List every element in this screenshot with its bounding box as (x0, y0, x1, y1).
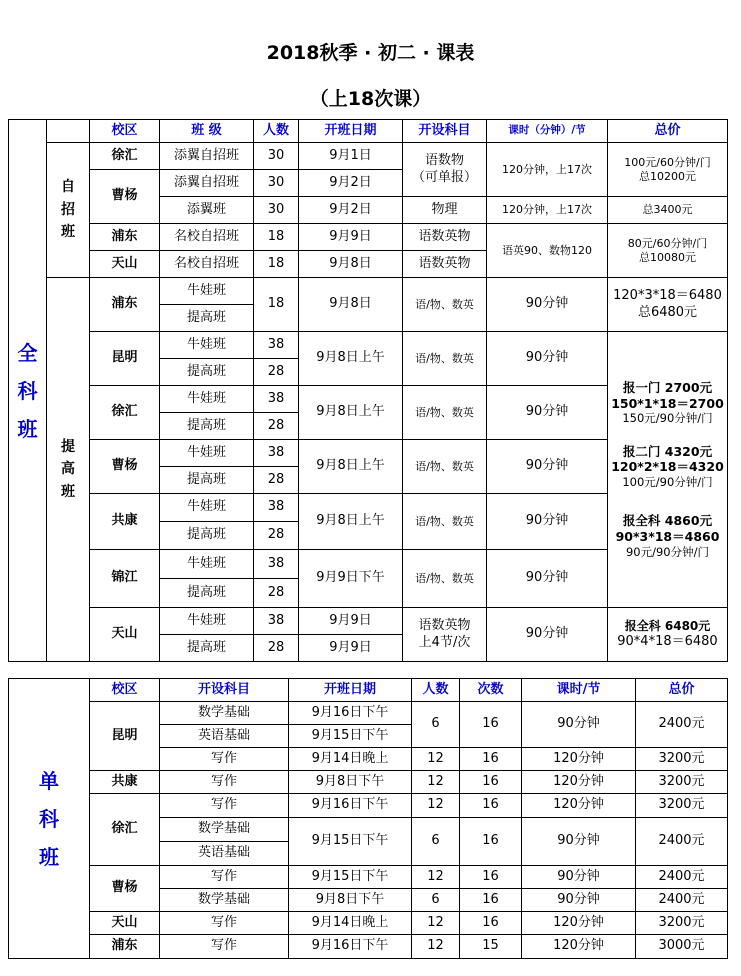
header-date: 开班日期 (289, 679, 412, 702)
date-cell: 9月8日下午 (289, 889, 412, 912)
price-cell: 100元/60分钟/门 总10200元 (608, 143, 728, 197)
campus-cell: 昆明 (90, 702, 160, 771)
class-cell: 提高班 (160, 359, 254, 386)
price-cell: 2400元 (636, 702, 728, 748)
num-cell: 38 (254, 494, 299, 522)
subject-cell: 写作 (160, 748, 289, 771)
duration-cell: 90分钟 (487, 550, 608, 608)
price-cell: 2400元 (636, 818, 728, 866)
num-cell: 12 (412, 771, 460, 794)
subject-cell: 写作 (160, 771, 289, 794)
header-num: 人数 (412, 679, 460, 702)
num-cell: 28 (254, 413, 299, 440)
num-cell: 30 (254, 197, 299, 224)
subject-cell: 语/物、数英 (403, 494, 487, 550)
num-cell: 18 (254, 251, 299, 278)
subject-cell: 语/物、数英 (403, 440, 487, 494)
subject-cell: 英语基础 (160, 725, 289, 748)
duration-cell: 语英90、数物120 (487, 224, 608, 278)
times-cell: 16 (460, 794, 522, 818)
campus-cell: 天山 (90, 608, 160, 662)
campus-cell: 锦江 (90, 550, 160, 608)
num-cell: 38 (254, 440, 299, 467)
campus-cell: 浦东 (90, 935, 160, 959)
header-times: 次数 (460, 679, 522, 702)
tigao-label: 提 高 班 (47, 278, 90, 662)
page-subtitle: （上18次课） (309, 88, 432, 110)
date-cell: 9月16日下午 (289, 794, 412, 818)
num-cell: 12 (412, 912, 460, 935)
date-cell: 9月1日 (299, 143, 403, 170)
times-cell: 16 (460, 912, 522, 935)
class-cell: 牛娃班 (160, 386, 254, 413)
campus-cell: 共康 (90, 494, 160, 550)
class-cell: 牛娃班 (160, 332, 254, 359)
num-cell: 6 (412, 702, 460, 748)
date-cell: 9月8日上午 (299, 440, 403, 494)
campus-cell: 曹杨 (90, 440, 160, 494)
class-cell: 添翼自招班 (160, 143, 254, 170)
num-cell: 28 (254, 579, 299, 608)
times-cell: 16 (460, 889, 522, 912)
header-duration: 课时（分钟）/节 (487, 120, 608, 143)
header-campus: 校区 (90, 120, 160, 143)
full-subject-label: 全 科 班 (9, 120, 47, 662)
num-cell: 28 (254, 522, 299, 550)
duration-cell: 90分钟 (487, 440, 608, 494)
duration-cell: 90分钟 (487, 386, 608, 440)
duration-cell: 120分钟 (522, 912, 636, 935)
price-cell: 3200元 (636, 771, 728, 794)
num-cell: 12 (412, 935, 460, 959)
times-cell: 16 (460, 748, 522, 771)
class-cell: 提高班 (160, 635, 254, 662)
campus-cell: 徐汇 (90, 794, 160, 866)
date-cell: 9月8日 (299, 278, 403, 332)
campus-cell: 徐汇 (90, 143, 160, 170)
date-cell: 9月14日晚上 (289, 748, 412, 771)
price-cell: 报全科 6480元 90*4*18＝6480 (608, 608, 728, 662)
num-cell: 6 (412, 889, 460, 912)
subject-cell: 语数英物 (403, 224, 487, 251)
class-cell: 添翼自招班 (160, 170, 254, 197)
campus-cell: 浦东 (90, 224, 160, 251)
header-price: 总价 (636, 679, 728, 702)
single-subject-label: 单 科 班 (9, 679, 90, 959)
header-duration: 课时/节 (522, 679, 636, 702)
num-cell: 28 (254, 635, 299, 662)
num-cell: 18 (254, 278, 299, 332)
price-cell: 3200元 (636, 794, 728, 818)
date-cell: 9月14日晚上 (289, 912, 412, 935)
duration-cell: 90分钟 (487, 278, 608, 332)
campus-cell: 共康 (90, 771, 160, 794)
price-cell: 2400元 (636, 889, 728, 912)
date-cell: 9月8日上午 (299, 332, 403, 386)
subject-cell: 数学基础 (160, 818, 289, 842)
date-cell: 9月15日下午 (289, 866, 412, 889)
class-cell: 牛娃班 (160, 550, 254, 579)
subject-cell: 语数英物 (403, 251, 487, 278)
subject-cell: 写作 (160, 912, 289, 935)
price-cell: 3200元 (636, 912, 728, 935)
campus-cell: 浦东 (90, 278, 160, 332)
duration-cell: 90分钟 (522, 818, 636, 866)
date-cell: 9月8日 (299, 251, 403, 278)
duration-cell: 120分钟 (522, 935, 636, 959)
duration-cell: 90分钟 (487, 332, 608, 386)
duration-cell: 120分钟 (522, 794, 636, 818)
duration-cell: 90分钟 (487, 608, 608, 662)
num-cell: 38 (254, 608, 299, 635)
subject-cell: 语数物 （可单报） (403, 143, 487, 197)
times-cell: 16 (460, 702, 522, 748)
times-cell: 16 (460, 818, 522, 866)
class-cell: 名校自招班 (160, 224, 254, 251)
campus-cell: 曹杨 (90, 866, 160, 912)
class-cell: 提高班 (160, 305, 254, 332)
date-cell: 9月15日下午 (289, 818, 412, 866)
num-cell: 12 (412, 866, 460, 889)
class-cell: 提高班 (160, 467, 254, 494)
header-price: 总价 (608, 120, 728, 143)
header-date: 开班日期 (299, 120, 403, 143)
duration-cell: 90分钟 (522, 866, 636, 889)
duration-cell: 90分钟 (487, 494, 608, 550)
price-cell: 总3400元 (608, 197, 728, 224)
times-cell: 16 (460, 866, 522, 889)
price-block: 报一门 2700元 150*1*18＝2700 150元/90分钟/门 报二门 4320元 120*2*18＝4320 100元/90分钟/门 报全科 4860元 90*3*18＝4860 90元/90分钟/门 (608, 332, 728, 608)
class-cell: 牛娃班 (160, 608, 254, 635)
full-subject-table (8, 119, 728, 662)
date-cell: 9月9日下午 (299, 550, 403, 608)
class-cell: 添翼班 (160, 197, 254, 224)
campus-cell: 徐汇 (90, 386, 160, 440)
header-subject: 开设科目 (403, 120, 487, 143)
num-cell: 12 (412, 748, 460, 771)
date-cell: 9月9日 (299, 608, 403, 635)
subject-cell: 数学基础 (160, 702, 289, 725)
class-cell: 提高班 (160, 579, 254, 608)
num-cell: 30 (254, 143, 299, 170)
header-campus: 校区 (90, 679, 160, 702)
subject-cell: 语/物、数英 (403, 550, 487, 608)
duration-cell: 120分钟 (522, 771, 636, 794)
price-cell: 120*3*18＝6480 总6480元 (608, 278, 728, 332)
subject-cell: 写作 (160, 866, 289, 889)
subject-cell: 语/物、数英 (403, 278, 487, 332)
duration-cell: 90分钟 (522, 889, 636, 912)
date-cell: 9月16日下午 (289, 702, 412, 725)
date-cell: 9月8日上午 (299, 386, 403, 440)
class-cell: 提高班 (160, 413, 254, 440)
subject-cell: 数学基础 (160, 889, 289, 912)
num-cell: 28 (254, 467, 299, 494)
subject-cell: 英语基础 (160, 842, 289, 866)
subject-cell: 写作 (160, 935, 289, 959)
date-cell: 9月8日下午 (289, 771, 412, 794)
date-cell: 9月9日 (299, 635, 403, 662)
header-num: 人数 (254, 120, 299, 143)
duration-cell: 120分钟，上17次 (487, 197, 608, 224)
subject-cell: 物理 (403, 197, 487, 224)
header-subject: 开设科目 (160, 679, 289, 702)
duration-cell: 120分钟 (522, 748, 636, 771)
num-cell: 12 (412, 794, 460, 818)
page-title: 2018秋季 · 初二 · 课表 (266, 42, 475, 64)
date-cell: 9月2日 (299, 170, 403, 197)
class-cell: 提高班 (160, 522, 254, 550)
date-cell: 9月2日 (299, 197, 403, 224)
duration-cell: 90分钟 (522, 702, 636, 748)
subject-cell: 写作 (160, 794, 289, 818)
num-cell: 38 (254, 550, 299, 579)
class-cell: 牛娃班 (160, 278, 254, 305)
price-cell: 80元/60分钟/门 总10080元 (608, 224, 728, 278)
duration-cell: 120分钟，上17次 (487, 143, 608, 197)
times-cell: 16 (460, 771, 522, 794)
num-cell: 30 (254, 170, 299, 197)
subject-cell: 语/物、数英 (403, 332, 487, 386)
campus-cell: 天山 (90, 912, 160, 935)
price-cell: 3200元 (636, 748, 728, 771)
date-cell: 9月16日下午 (289, 935, 412, 959)
class-cell: 名校自招班 (160, 251, 254, 278)
campus-cell: 曹杨 (90, 170, 160, 224)
campus-cell: 昆明 (90, 332, 160, 386)
num-cell: 28 (254, 359, 299, 386)
class-cell: 牛娃班 (160, 494, 254, 522)
zizhao-label: 自 招 班 (47, 143, 90, 278)
num-cell: 18 (254, 224, 299, 251)
date-cell: 9月9日 (299, 224, 403, 251)
subject-cell: 语数英物 上4节/次 (403, 608, 487, 662)
num-cell: 38 (254, 386, 299, 413)
header-class: 班 级 (160, 120, 254, 143)
date-cell: 9月15日下午 (289, 725, 412, 748)
single-subject-table (8, 678, 728, 959)
class-cell: 牛娃班 (160, 440, 254, 467)
price-cell: 2400元 (636, 866, 728, 889)
date-cell: 9月8日上午 (299, 494, 403, 550)
header-blank (47, 120, 90, 143)
num-cell: 6 (412, 818, 460, 866)
num-cell: 38 (254, 332, 299, 359)
subject-cell: 语/物、数英 (403, 386, 487, 440)
campus-cell: 天山 (90, 251, 160, 278)
price-cell: 3000元 (636, 935, 728, 959)
times-cell: 15 (460, 935, 522, 959)
